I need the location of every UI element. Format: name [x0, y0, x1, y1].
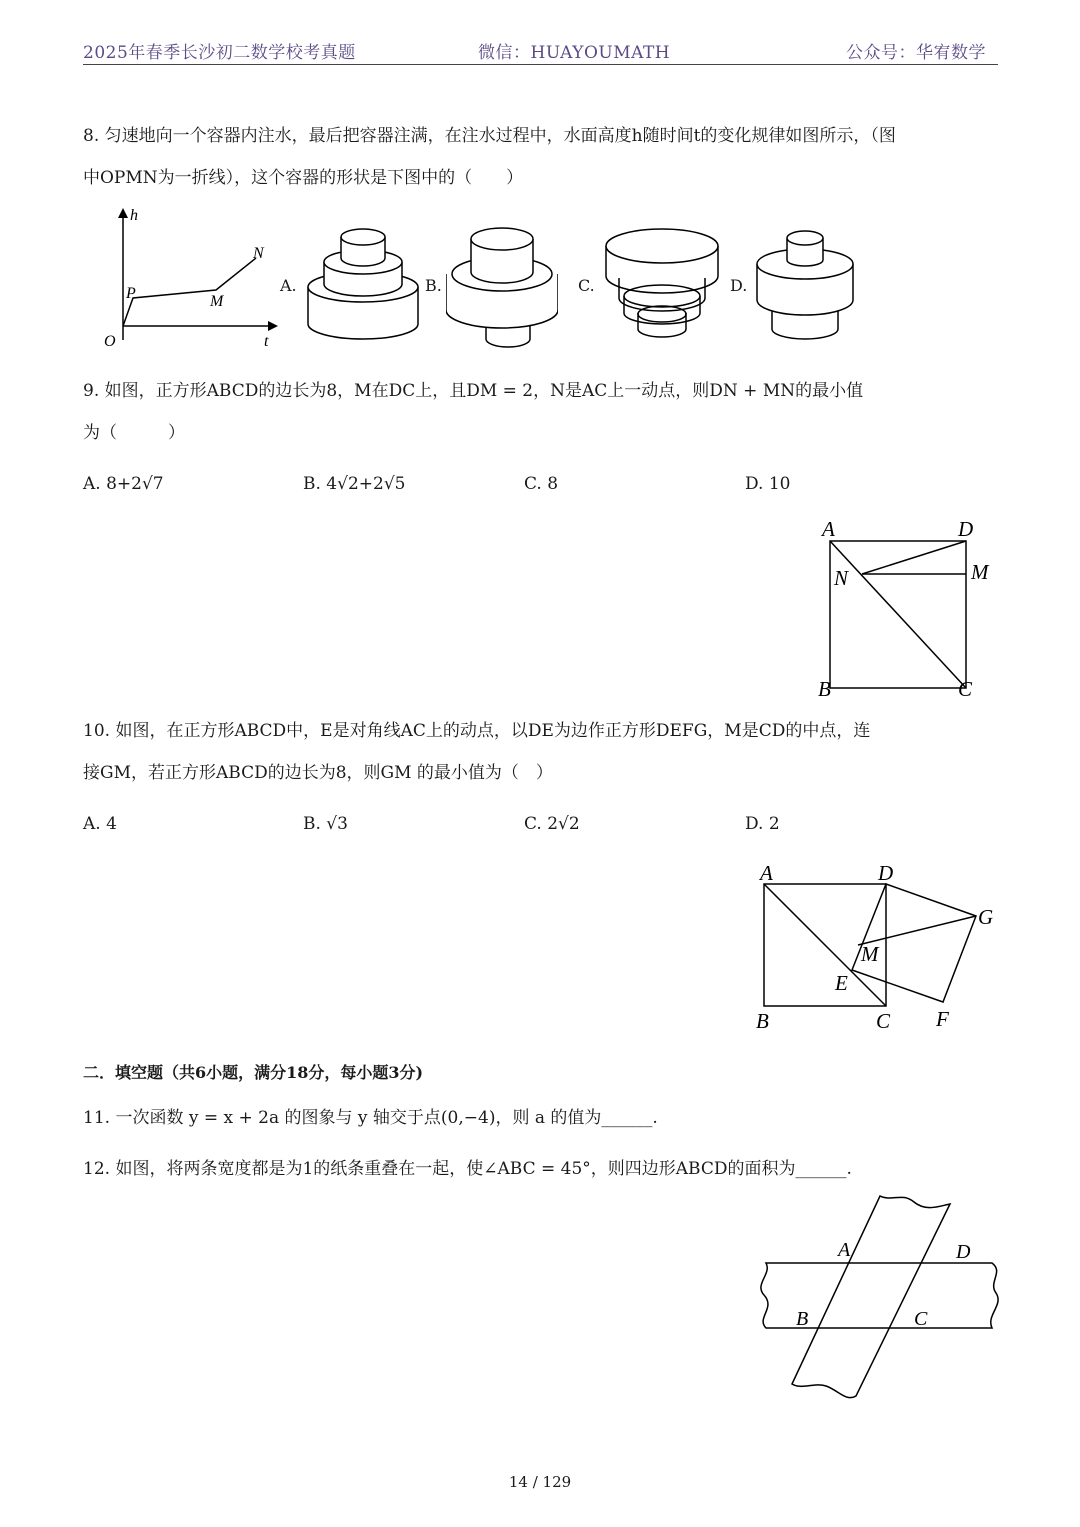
- label-o: O: [104, 333, 116, 350]
- label-b: B: [796, 1308, 809, 1330]
- q10-line2: 接GM，若正方形ABCD的边长为8，则GM 的最小值为（ ）: [83, 763, 553, 783]
- q8-graph: [78, 200, 288, 350]
- container-a: [302, 212, 422, 344]
- q9-line2: 为（ ）: [83, 423, 185, 443]
- label-a: A: [760, 861, 773, 885]
- label-n: N: [253, 245, 264, 262]
- label-h: h: [130, 207, 138, 224]
- label-b: B: [818, 677, 831, 701]
- t-axis-arrow-icon: [268, 321, 278, 331]
- label-n: N: [834, 566, 849, 590]
- label-g: G: [978, 905, 994, 929]
- q10-option-c: C. 2√2: [524, 814, 580, 834]
- label-d: D: [878, 861, 894, 885]
- label-m: M: [861, 942, 879, 966]
- label-t: t: [264, 333, 269, 350]
- header-title: 2025年春季长沙初二数学校考真题: [83, 43, 356, 63]
- q8-option-b: B.: [425, 276, 442, 295]
- q9-option-b: B. 4√2+2√5: [303, 474, 406, 494]
- container-b: [446, 214, 558, 350]
- label-f: F: [936, 1007, 949, 1031]
- q8-option-d: D.: [730, 276, 748, 295]
- q9-line1: 9. 如图，正方形ABCD的边长为8，M在DC上，且DM = 2，N是AC上一动点，则DN + MN的最小值: [83, 381, 864, 401]
- segment-gm: [858, 916, 976, 945]
- q11-text: 11. 一次函数 y = x + 2a 的图象与 y 轴交于点(0,−4)，则 a 的值为______.: [83, 1108, 658, 1128]
- label-p: P: [126, 285, 136, 302]
- q8-line2: 中OPMN为一折线），这个容器的形状是下图中的（ ）: [83, 168, 524, 188]
- label-d: D: [956, 1241, 971, 1263]
- header-divider: [83, 64, 998, 65]
- label-c: C: [914, 1308, 928, 1330]
- q12-text: 12. 如图，将两条宽度都是为1的纸条重叠在一起，使∠ABC = 45°，则四边形ABCD的面积为______.: [83, 1159, 852, 1179]
- q10-option-b: B. √3: [303, 814, 348, 834]
- label-d: D: [958, 517, 974, 541]
- label-a: A: [838, 1239, 851, 1261]
- q8-option-a: A.: [280, 276, 297, 295]
- q10-option-d: D. 2: [745, 814, 780, 834]
- label-m: M: [971, 560, 989, 584]
- q8-option-c: C.: [578, 276, 595, 295]
- q9-option-d: D. 10: [745, 474, 791, 494]
- opmn-polyline: [123, 258, 256, 326]
- container-d: [752, 224, 858, 344]
- paper-strip-diagonal: [792, 1196, 950, 1398]
- label-m: M: [210, 293, 224, 310]
- q10-figure: [748, 858, 1008, 1038]
- q9-option-c: C. 8: [524, 474, 559, 494]
- q9-figure: [812, 514, 1002, 704]
- q9-option-a: A. 8+2√7: [83, 474, 164, 494]
- page-number: 14 / 129: [508, 1473, 572, 1491]
- q8-line1: 8. 匀速地向一个容器内注水，最后把容器注满，在注水过程中，水面高度h随时间t的变化规律如图所示，（图: [83, 126, 896, 146]
- segment-dn: [862, 541, 966, 574]
- q10-line1: 10. 如图，在正方形ABCD中，E是对角线AC上的动点，以DE为边作正方形DEFG，M是CD的中点，连: [83, 721, 871, 741]
- label-b: B: [756, 1009, 769, 1033]
- label-c: C: [958, 677, 973, 701]
- section-heading: 二．填空题（共6小题，满分18分，每小题3分): [83, 1063, 424, 1082]
- label-a: A: [822, 517, 835, 541]
- h-axis-arrow-icon: [118, 208, 128, 218]
- container-c: [600, 216, 724, 350]
- label-e: E: [835, 971, 848, 995]
- header-account: 公众号：华宥数学: [846, 43, 986, 63]
- q10-option-a: A. 4: [83, 814, 117, 834]
- label-c: C: [876, 1009, 891, 1033]
- q12-figure: [752, 1190, 1002, 1412]
- header-wechat: 微信：HUAYOUMATH: [478, 43, 671, 63]
